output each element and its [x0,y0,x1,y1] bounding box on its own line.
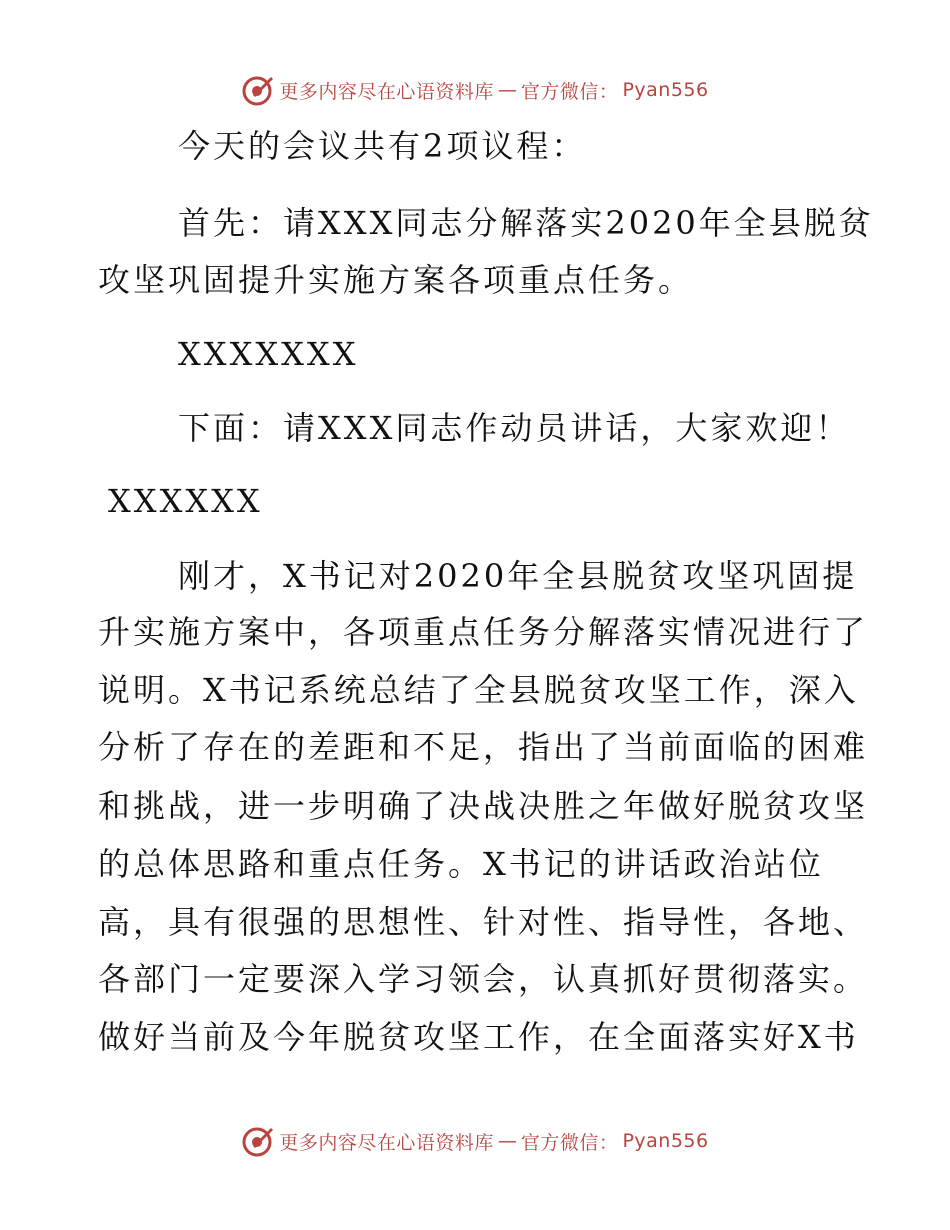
paragraph-line: 分析了存在的差距和不足，指出了当前面临的困难 [98,728,869,766]
footer-watermark [0,1121,950,1161]
paragraph-line: 高，具有很强的思想性、针对性、指导性，各地、 [98,903,869,941]
watermark-wechat-id: Pyan556 [622,79,709,101]
paragraph-line: 各部门一定要深入学习领会，认真抓好贯彻落实。 [98,960,869,998]
quill-logo-icon [241,1124,275,1158]
watermark-wechat-label: 官方微信： [520,80,619,103]
paragraph-line: 的总体思路和重点任务。X书记的讲话政治站位 [98,845,824,883]
paragraph-line: 首先：请XXX同志分解落实2020年全县脱贫 [178,204,874,242]
agenda-intro-line: 今天的会议共有2项议程： [178,127,587,165]
watermark-wechat-id: Pyan556 [622,1130,709,1152]
watermark-wechat-label: 官方微信： [520,1131,619,1154]
paragraph-line: 攻坚巩固提升实施方案各项重点任务。 [98,261,694,299]
paragraph-line: 下面：请XXX同志作动员讲话，大家欢迎！ [178,409,851,447]
paragraph-line: 和挑战，进一步明确了决战决胜之年做好脱贫攻坚 [98,787,869,825]
paragraph-line: 说明。X书记系统总结了全县脱贫攻坚工作，深入 [98,671,859,709]
placeholder-name-line: XXXXXXX [178,335,359,373]
header-watermark [0,70,950,110]
quill-logo-icon [241,73,275,107]
paragraph-line: 做好当前及今年脱贫攻坚工作，在全面落实好X书 [98,1018,859,1056]
watermark-separator: — [497,1130,517,1152]
watermark-brand-text: 更多内容尽在心语资料库 [279,1131,494,1154]
paragraph-line: 刚才，X书记对2020年全县脱贫攻坚巩固提 [178,557,858,595]
paragraph-line: 升实施方案中，各项重点任务分解落实情况进行了 [98,613,869,651]
watermark-brand-text: 更多内容尽在心语资料库 [279,80,494,103]
placeholder-name-line: XXXXXX [108,482,263,520]
watermark-separator: — [497,79,517,101]
